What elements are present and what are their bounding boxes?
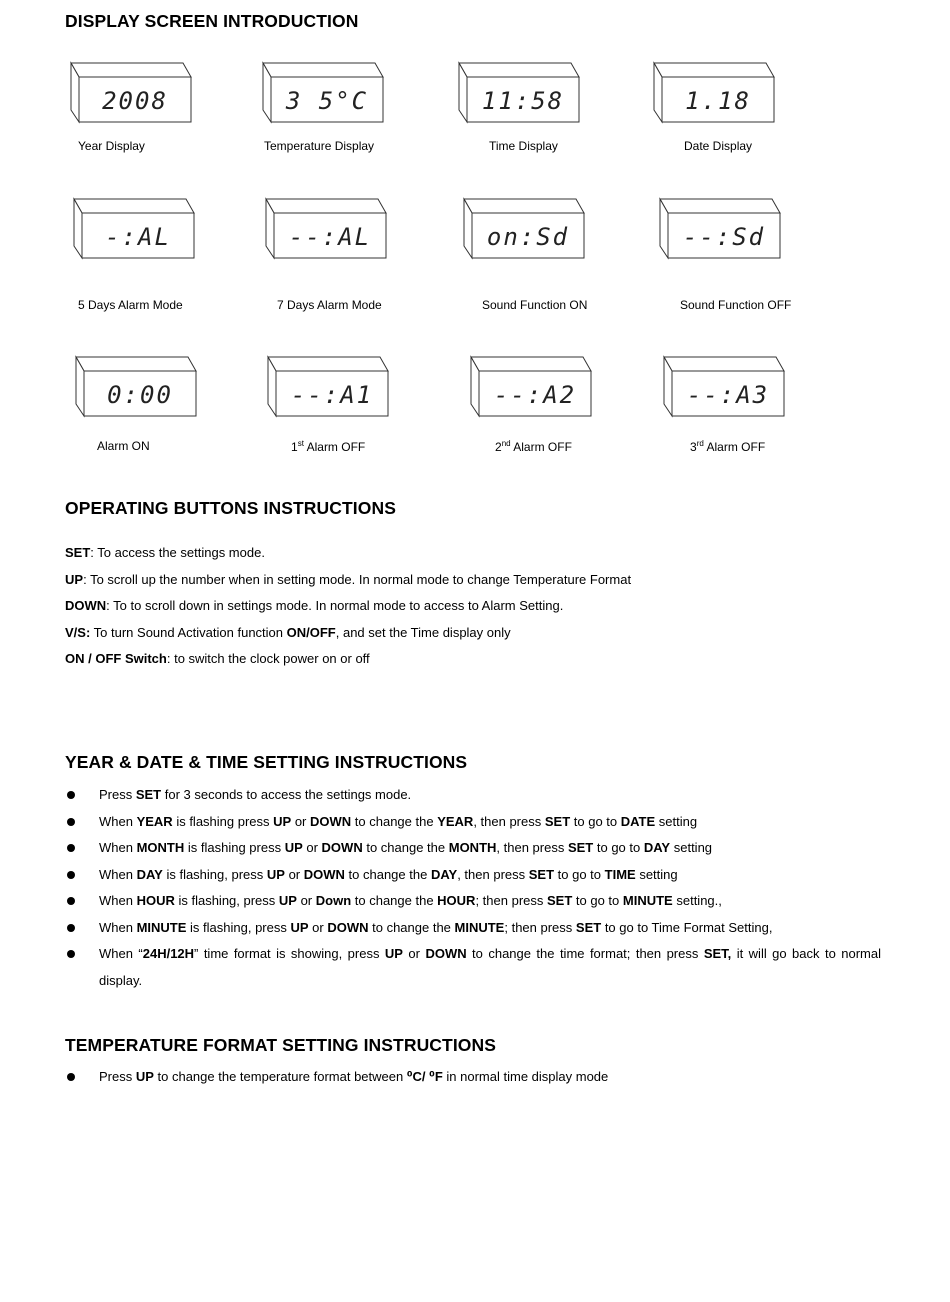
lcd-digits: 2008: [102, 87, 168, 115]
clock-box-icon: [663, 356, 793, 422]
lcd-digits: --:A1: [290, 381, 374, 409]
section-title-display-intro: DISPLAY SCREEN INTRODUCTION: [65, 11, 359, 31]
lcd-display-time: [458, 62, 588, 128]
list-item: When DAY is flashing, press UP or DOWN to change the DAY, then press SET to go to TIME setting: [65, 862, 881, 889]
lcd-digits: --:AL: [288, 223, 372, 251]
display-label: Temperature Display: [264, 139, 375, 153]
lcd-display-temperature: [262, 62, 392, 128]
display-label: Date Display: [684, 139, 753, 153]
clock-box-icon: [659, 198, 789, 264]
display-label: 3rd Alarm OFF: [690, 439, 766, 454]
display-label: Time Display: [489, 139, 558, 153]
list-item: When YEAR is flashing press UP or DOWN to change the YEAR, then press SET to go to DATE setting: [65, 809, 881, 836]
lcd-digits: --:A3: [686, 381, 770, 409]
clock-box-icon: [267, 356, 397, 422]
year-date-time-steps: [65, 782, 881, 994]
clock-box-icon: [470, 356, 600, 422]
lcd-display-alarm-5day: [73, 198, 203, 264]
lcd-digits: --:Sd: [682, 223, 766, 251]
lcd-digits: 1.18: [685, 87, 751, 115]
list-item: Press UP to change the temperature format between ⁰C/ ⁰F in normal time display mode: [65, 1064, 881, 1091]
lcd-display-alarm-7day: [265, 198, 395, 264]
list-item: Press SET for 3 seconds to access the settings mode.: [65, 782, 881, 809]
list-item: When HOUR is flashing, press UP or Down to change the HOUR; then press SET to go to MINUTE setting.,: [65, 888, 881, 915]
clock-box-icon: [75, 356, 205, 422]
list-item: When MONTH is flashing press UP or DOWN to change the MONTH, then press SET to go to DAY setting: [65, 835, 881, 862]
temperature-steps: [65, 1064, 881, 1091]
list-item: When MINUTE is flashing, press UP or DOWN to change the MINUTE; then press SET to go to Time Format Setting,: [65, 915, 881, 942]
lcd-display-alarm-on: [75, 356, 205, 422]
display-label: Sound Function OFF: [680, 298, 792, 312]
lcd-display-alarm2-off: [470, 356, 600, 422]
display-label: 1st Alarm OFF: [291, 439, 366, 454]
lcd-digits: --:A2: [493, 381, 577, 409]
clock-box-icon: [458, 62, 588, 128]
lcd-digits: on:Sd: [486, 223, 570, 251]
clock-box-icon: [265, 198, 395, 264]
display-label: 7 Days Alarm Mode: [277, 298, 382, 312]
clock-box-icon: [262, 62, 392, 128]
lcd-digits: -:AL: [105, 223, 171, 251]
lcd-display-sound-off: [659, 198, 789, 264]
lcd-digits: 3 5°C: [285, 87, 369, 115]
display-label: Year Display: [78, 139, 145, 153]
clock-box-icon: [653, 62, 783, 128]
button-desc-up: UP: To scroll up the number when in setting mode. In normal mode to change Temperature Format: [65, 572, 632, 587]
display-label: Alarm ON: [97, 439, 150, 453]
display-label: Sound Function ON: [482, 298, 588, 312]
button-desc-down: DOWN: To to scroll down in settings mode. In normal mode to access to Alarm Setting.: [65, 598, 564, 613]
button-desc-power-switch: ON / OFF Switch: to switch the clock power on or off: [65, 651, 370, 666]
lcd-digits: 11:58: [481, 87, 565, 115]
lcd-display-sound-on: [463, 198, 593, 264]
lcd-display-year: [70, 62, 200, 128]
lcd-display-date: [653, 62, 783, 128]
clock-box-icon: [73, 198, 203, 264]
button-desc-vs: V/S: To turn Sound Activation function ON/OFF, and set the Time display only: [65, 625, 511, 640]
display-label: 5 Days Alarm Mode: [78, 298, 183, 312]
section-title-temperature: TEMPERATURE FORMAT SETTING INSTRUCTIONS: [65, 1035, 497, 1055]
clock-box-icon: [463, 198, 593, 264]
button-desc-set: SET: To access the settings mode.: [65, 545, 265, 560]
clock-box-icon: [70, 62, 200, 128]
lcd-display-alarm3-off: [663, 356, 793, 422]
list-item: When “24H/12H” time format is showing, press UP or DOWN to change the time format; then press SET, it will go back to normal display.: [65, 941, 881, 994]
lcd-digits: 0:00: [107, 381, 173, 409]
section-title-year-date-time: YEAR & DATE & TIME SETTING INSTRUCTIONS: [65, 752, 468, 772]
display-label: 2nd Alarm OFF: [495, 439, 572, 454]
lcd-display-alarm1-off: [267, 356, 397, 422]
section-title-buttons: OPERATING BUTTONS INSTRUCTIONS: [65, 498, 396, 518]
